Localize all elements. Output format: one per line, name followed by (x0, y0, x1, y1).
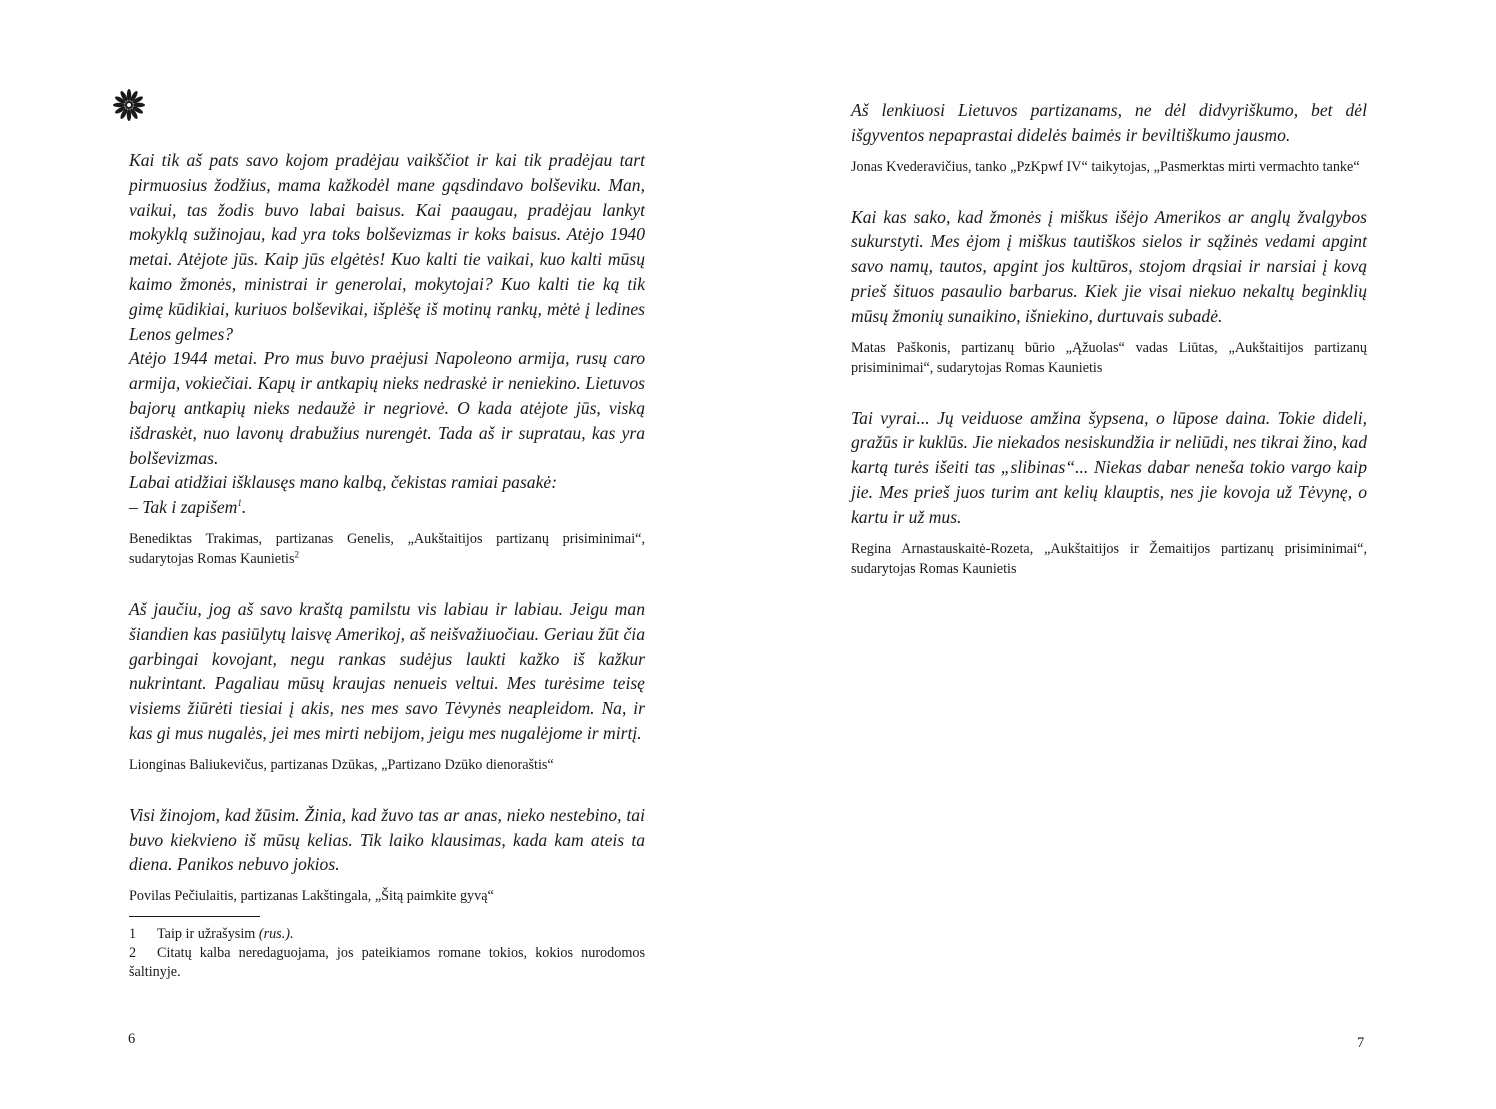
attribution: Lionginas Baliukevičus, partizanas Dzūkas, „Partizano Dzūko dienoraštis“ (129, 756, 554, 773)
footnote-text: Taip ir užrašysim (157, 926, 259, 942)
left-column (129, 148, 645, 934)
quote-block (851, 205, 1367, 378)
quote-text (129, 597, 645, 746)
quote-block (129, 803, 645, 906)
footnote-italic: (rus.). (258, 926, 294, 942)
footnote-number: 1 (129, 926, 137, 942)
quote-block (129, 148, 645, 569)
footnotes (129, 916, 645, 982)
quote-end: . (241, 497, 247, 518)
quote-text (851, 98, 1367, 148)
attribution: Regina Arnastauskaitė-Rozeta, „Aukštaitijos ir Žemaitijos partizanų prisiminimai“, sudarytojas Romas Kaunietis (851, 540, 1367, 577)
quote-block (129, 597, 645, 775)
right-column (851, 98, 1367, 607)
footnote-ref-2: 2 (294, 549, 299, 560)
flower-ornament-icon (112, 88, 146, 122)
quote-paragraph: Aš jaučiu, jog aš savo kraštą pamilstu vis labiau ir labiau. Jeigu man šiandien kas pasiūlytų laisvę Amerikoj, aš neišvažiuočiau. Geriau žūt čia garbingai kovojant, negu rankas sudėjus laukti kažko iš kažkur nukrintant. Pagaliau mūsų kraujas nenueis veltui. Mes turėsime teisę visiems žiūrėti tiesiai į akis, nes mes savo Tėvynės neapleidom. Na, ir kas gi mus nugalės, jei mes mirti nebijom, jeigu mes nugalėjome ir mirtį. (129, 598, 645, 743)
footnote (129, 944, 645, 982)
quote-paragraph: Atėjo 1944 metai. Pro mus buvo praėjusi Napoleono armija, rusų caro armija, vokiečiai. Kapų ir antkapių nieks nedraskė ir neniekino. Lietuvos bajorų antkapių nieks nedaužė ir negriovė. O kada atėjote jūs, viską išdraskėt, nuo lavonų drabužius nurengėt. Tada aš ir supratau, kas yra bolševizmas. (129, 348, 645, 468)
quote-text (129, 803, 645, 877)
right-page (748, 0, 1496, 1109)
quote-paragraph: Tai vyrai... Jų veiduose amžina šypsena, o lūpose daina. Tokie dideli, gražūs ir kuklūs. Jie niekados nesiskundžia ir neliūdi, nes tikrai žino, kad kartą turės išeiti tas „slibinas“... Niekas dabar neneša tokio vargo kaip jie. Mes prieš juos turim ant kelių klauptis, nes jie kovoja už Tėvynę, o kartu ir už mus. (851, 407, 1367, 527)
quote-block (851, 406, 1367, 579)
attribution: Matas Paškonis, partizanų būrio „Ąžuolas“ vadas Liūtas, „Aukštaitijos partizanų prisiminimai“, sudarytojas Romas Kaunietis (851, 339, 1367, 376)
footnote-number: 2 (129, 945, 137, 961)
attribution (129, 529, 645, 569)
footnote (129, 925, 645, 944)
page-number: 7 (1357, 1035, 1365, 1051)
quote-paragraph: Kai tik aš pats savo kojom pradėjau vaikščiot ir kai tik pradėjau tart pirmuosius žodžius, mama kažkodėl mane gąsdindavo bolševiku. Man, vaikui, tas žodis buvo labai baisus. Kai paaugau, pradėjau lankyt mokyklą sužinojau, kad yra toks bolševizmas ir koks baisus. Atėjo 1940 metai. Atėjote jūs. Kaip jūs elgėtės! Kuo kalti tie vaikai, kuo kalti mūsų kaimo žmonės, ministrai ir generolai, mokytojai? Kuo kalti tie ką tik gimę kūdikiai, kuriuos bolševikai, išplėšę iš motinų rankų, mėtė į ledines Lenos gelmes? (129, 150, 645, 344)
footnote-ref-1: 1 (237, 498, 242, 509)
quote-paragraph: Aš lenkiuosi Lietuvos partizanams, ne dėl didvyriškumo, bet dėl išgyventos nepaprastai didelės baimės ir beviltiškumo jausmo. (851, 100, 1367, 145)
quote-paragraph: Kai kas sako, kad žmonės į miškus išėjo Amerikos ar anglų žvalgybos sukurstyti. Mes ėjom į miškus tautiškos sielos ir sąžinės vedami apgint savo namų, tautos, apgint jos kultūros, stojom drąsiai ir narsiai į kovą prieš šituos pasaulio barbarus. Kiek jie visai niekuo nekaltų beginklių mūsų žmonių sunaikino, išniekino, durtuvais subadė. (851, 206, 1367, 326)
attribution: Povilas Pečiulaitis, partizanas Lakštingala, „Šitą paimkite gyvą“ (129, 888, 494, 905)
quote-paragraph: Visi žinojom, kad žūsim. Žinia, kad žuvo tas ar anas, nieko nestebino, tai buvo kiekvieno iš mūsų kelias. Tik laiko klausimas, kada kam ateis ta diena. Panikos nebuvo jokios. (129, 804, 645, 875)
footnote-divider (129, 916, 260, 917)
quote-text (851, 406, 1367, 530)
quote-paragraph-last (129, 495, 645, 520)
attribution: Jonas Kvederavičius, tanko „PzKpwf IV“ taikytojas, „Pasmerktas mirti vermachto tanke“ (851, 158, 1360, 175)
footnote-text: Citatų kalba neredaguojama, jos pateikiamos romane tokios, kokios nurodomos šaltinyje. (129, 945, 645, 980)
quote-fragment: – Tak i zapišem (129, 497, 238, 518)
page-number: 6 (128, 1031, 136, 1047)
quote-text (129, 148, 645, 520)
quote-block (851, 98, 1367, 177)
attribution-text: Benediktas Trakimas, partizanas Genelis, „Aukštaitijos partizanų prisiminimai“, sudarytojas Romas Kaunietis (129, 530, 645, 567)
quote-text (851, 205, 1367, 329)
quote-paragraph: Labai atidžiai išklausęs mano kalbą, čekistas ramiai pasakė: (129, 472, 558, 493)
